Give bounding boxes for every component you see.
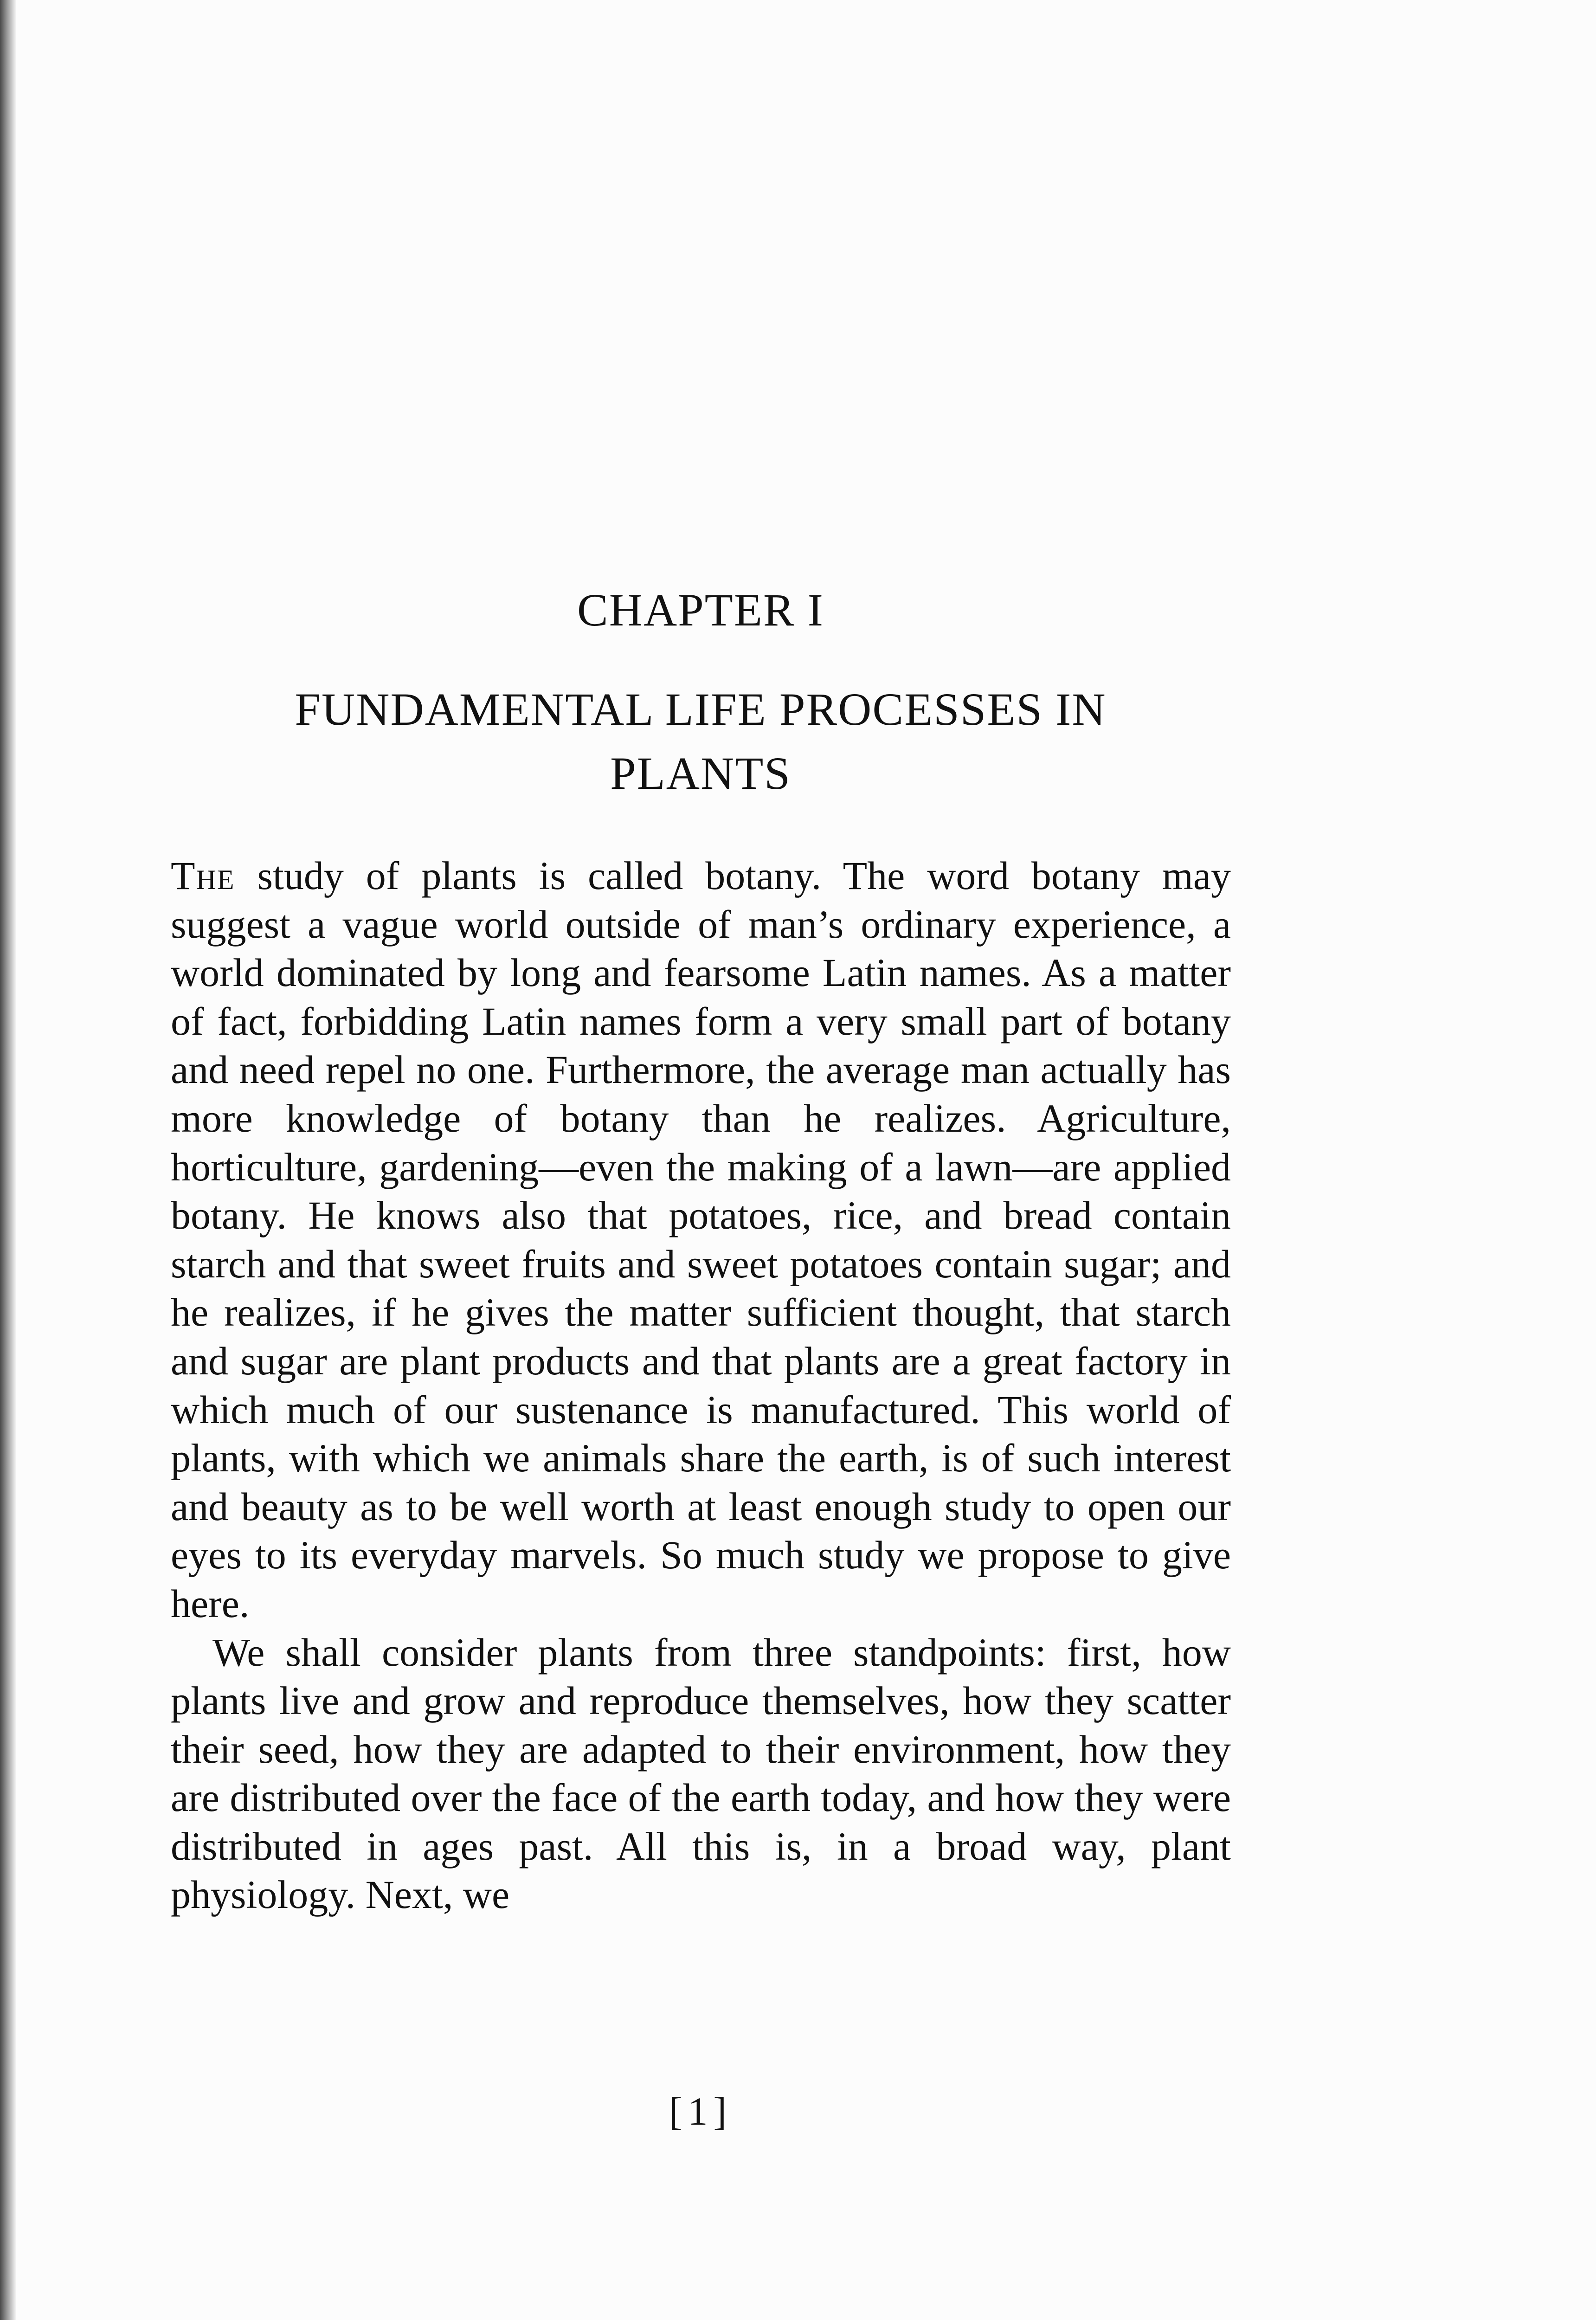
paragraph-1 <box>171 851 1231 1628</box>
body-text <box>171 851 1231 1919</box>
paragraph-2: We shall consider plants from three standpoints: first, how plants live and grow and reproduce themselves, how they scatter their seed, how they are adapted to their environment, how they are distributed over the face of the earth today, and how they were distributed in ages past. All this is, in a broad way, plant physiology. Next, we <box>171 1630 1231 1917</box>
chapter-label: CHAPTER I <box>577 584 824 636</box>
chapter-title: FUNDAMENTAL LIFE PROCESSES IN PLANTS <box>295 683 1107 799</box>
page-number: [1] <box>669 2089 733 2133</box>
page-edge-shadow <box>0 0 16 2320</box>
paragraph-1-lead-word: The <box>171 853 235 898</box>
paragraph-1-text: study of plants is called botany. The word botany may suggest a vague world outside of man’s ordinary experience, a world dominated by long and fearsome Latin names. As a matter of fact, forbidding Latin names form a very small part of botany and need repel no one. Furthermore, the average man actually has more knowledge of botany than he realizes. Agriculture, horticulture, gardening—even the making of a lawn—are applied botany. He knows also that potatoes, rice, and bread contain starch and that sweet fruits and sweet potatoes contain sugar; and he realizes, if he gives the matter sufficient thought, that starch and sugar are plant products and that plants are a great factory in which much of our sustenance is manufactured. This world of plants, with which we animals share the earth, is of such interest and beauty as to be well worth at least enough study to open our eyes to its everyday marvels. So much study we propose to give here. <box>171 853 1231 1626</box>
